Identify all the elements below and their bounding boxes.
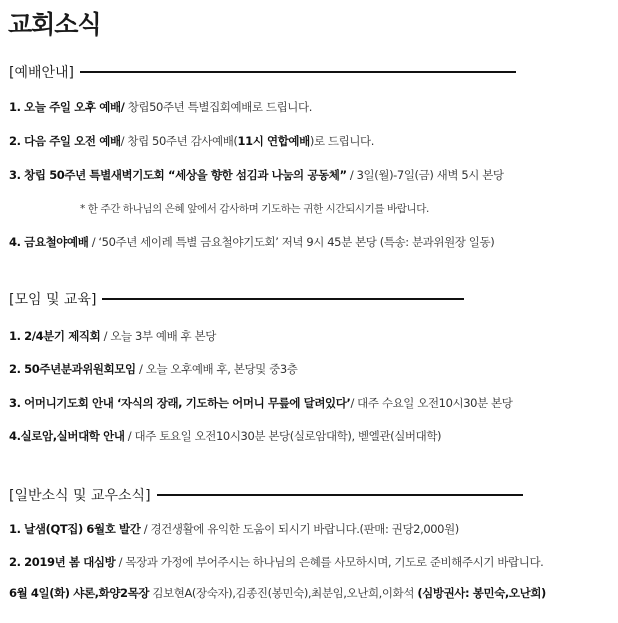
item-label: 3. 창립 50주년 특별새벽기도회 “세상을 향한 섬김과 나눔의 공동체” [9, 168, 347, 182]
list-item [9, 133, 374, 149]
item-text: 김보현A(장숙자),김종진(봉민숙),최분임,오난희,이화석 [149, 586, 418, 600]
section-rule [102, 298, 464, 300]
item-label: 1. 오늘 주일 오후 예배/ [9, 100, 125, 114]
list-item [9, 99, 312, 115]
section-title: [모임 및 교육] [9, 292, 97, 308]
item-text: / 대주 토요일 오전10시30분 본당(실로암대학), 벧엘관(실버대학) [124, 429, 442, 443]
item-text: 창립50주년 특별집회예배로 드립니다. [124, 100, 312, 114]
list-item [9, 428, 441, 444]
list-item [9, 521, 459, 537]
note-text: * 한 주간 하나님의 은혜 앞에서 감사하며 기도하는 귀한 시간되시기를 바랍니다. [80, 203, 429, 215]
list-item [9, 585, 546, 601]
page-title: 교회소식 [8, 10, 101, 39]
item-label: 2. 2019년 봄 대심방 [9, 555, 116, 569]
item-label: 1. 2/4분기 제직회 [9, 329, 101, 343]
item-label: 4.실로암,실버대학 안내 [9, 429, 125, 443]
item-label: 4. 금요철야예배 [9, 235, 89, 249]
section-title: [예배안내] [9, 65, 75, 81]
section-header-meeting [9, 289, 464, 309]
section-title: [일반소식 및 교우소식] [9, 488, 151, 504]
item-label: 2. 다음 주일 오전 예배 [9, 134, 121, 148]
item-label: 2. 50주년분과위원회모임 [9, 362, 136, 376]
section-rule [157, 494, 523, 496]
list-item [9, 328, 216, 344]
list-item [9, 395, 512, 411]
list-item [9, 234, 494, 250]
item-text: / 오늘 3부 예배 후 본당 [100, 329, 216, 343]
section-header-worship [9, 62, 516, 82]
item-label: 3. 어머니기도회 안내 ‘자식의 장래, 기도하는 어머니 무릎에 달려있다’ [9, 396, 351, 410]
item-text: / 경건생활에 유익한 도움이 되시기 바랍니다.(판매: 권당2,000원) [140, 522, 459, 536]
item-text: / 목장과 가정에 부어주시는 하나님의 은혜를 사모하시며, 기도로 준비해주시기 바랍니다. [115, 555, 544, 569]
section-rule [80, 71, 516, 73]
item-text: / 3일(월)-7일(금) 새벽 5시 본당 [346, 168, 504, 182]
list-item [9, 361, 297, 377]
item-text: / 대주 수요일 오전10시30분 본당 [350, 396, 513, 410]
item-emphasis: 11시 연합예배 [237, 134, 310, 148]
list-item [9, 167, 504, 183]
item-text: )로 드립니다. [309, 134, 375, 148]
item-label: 1. 날샘(QT집) 6월호 발간 [9, 522, 141, 536]
item-text: / ‘50주년 세이레 특별 금요철야기도회’ 저녁 9시 45분 본당 (특송: 분과위원장 일동) [88, 235, 495, 249]
item-emphasis: (심방권사: 봉민숙,오난희) [417, 586, 546, 600]
item-label: 6월 4일(화) 샤론,화양2목장 [9, 586, 150, 600]
item-text: / 창립 50주년 감사예배( [120, 134, 238, 148]
list-item [9, 554, 543, 570]
item-text: / 오늘 오후예배 후, 본당및 중3층 [135, 362, 298, 376]
section-header-general [9, 485, 523, 505]
